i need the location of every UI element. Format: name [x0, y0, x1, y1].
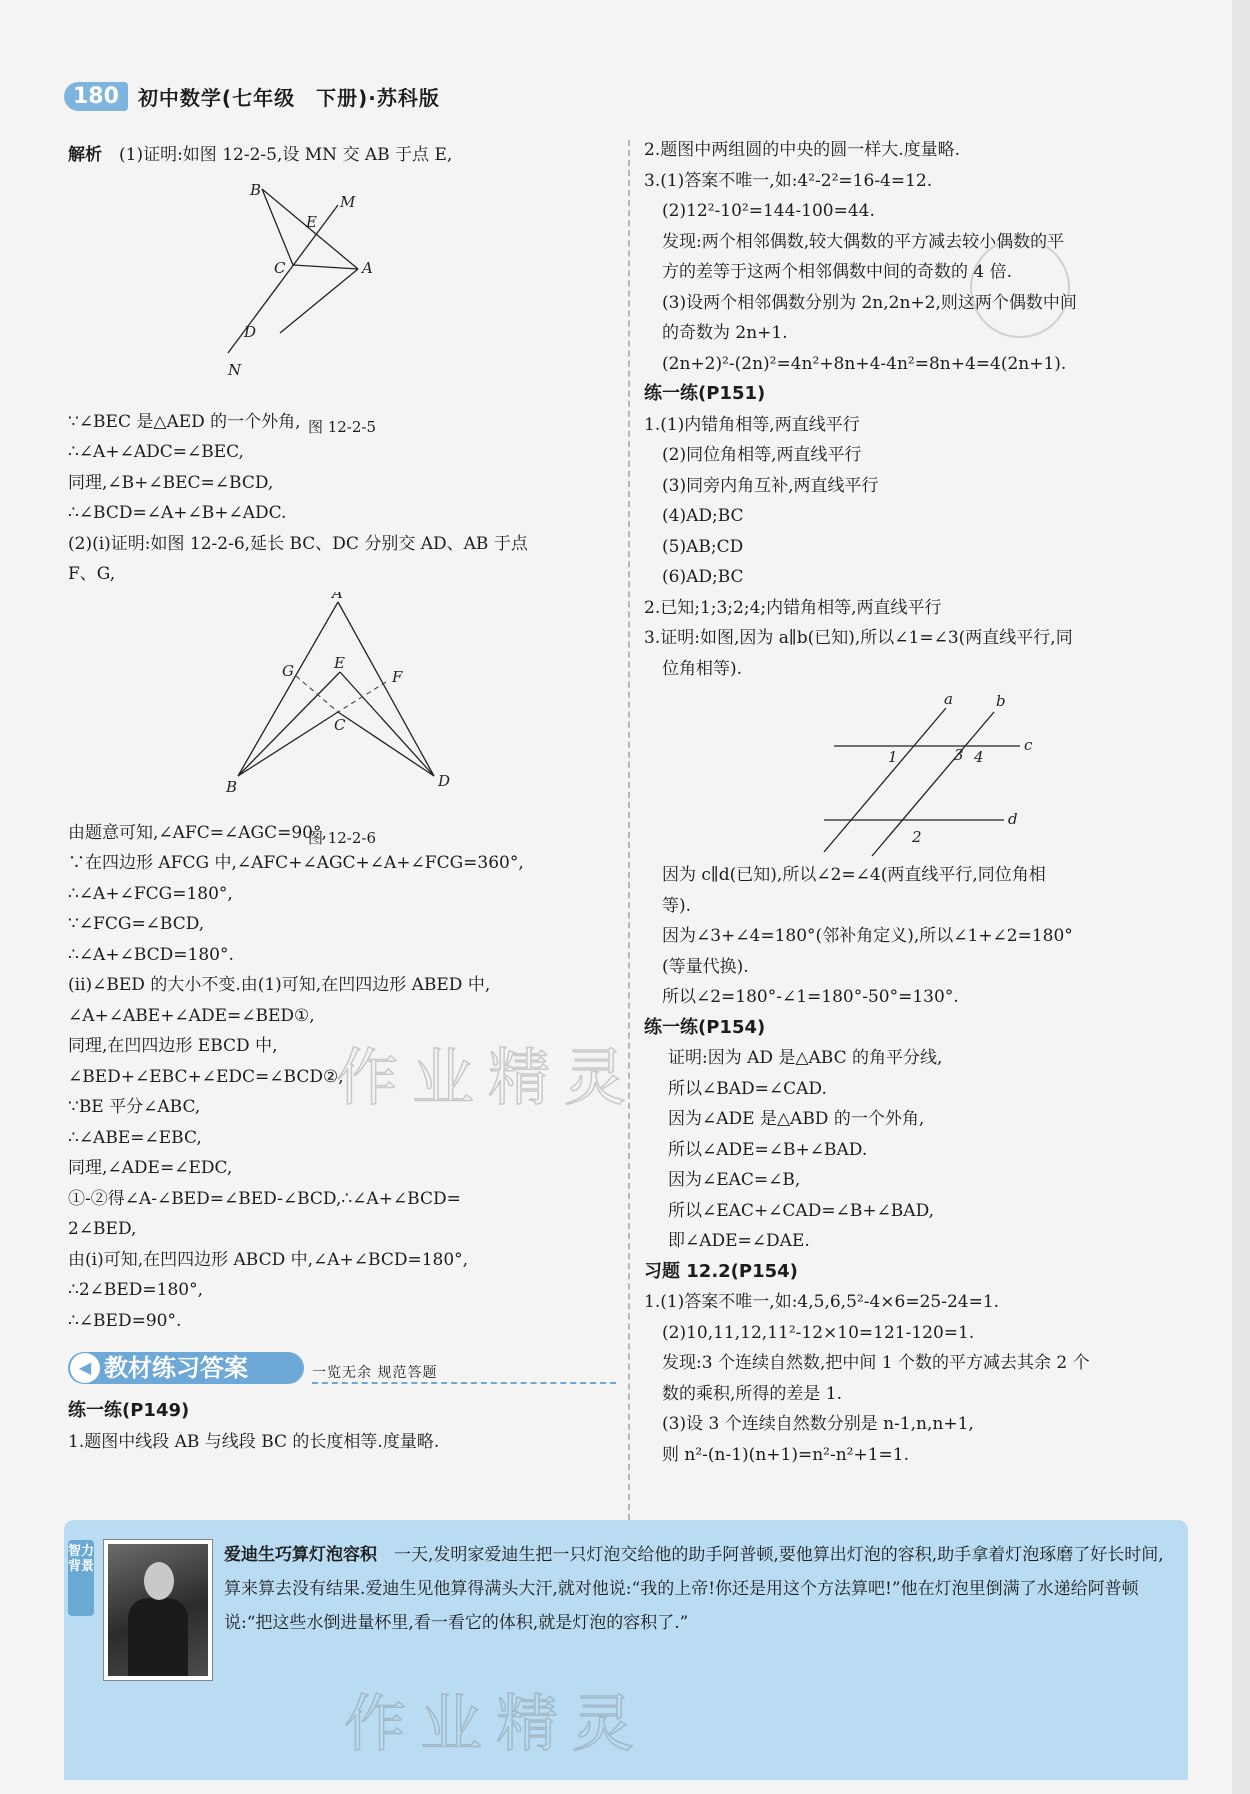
analysis-label: 解析 — [68, 145, 102, 165]
story-title: 爱迪生巧算灯泡容积 — [224, 1545, 377, 1565]
text-line: 证明:因为 AD 是△ABC 的角平分线, — [668, 1048, 943, 1068]
parallel-label-d: d — [1008, 810, 1018, 828]
fig1-label-a: A — [362, 258, 373, 277]
text-line: F、G, — [68, 564, 116, 584]
angle-label-4: 4 — [974, 748, 984, 766]
fig2-label-d: D — [438, 771, 451, 790]
text-line: ∵∠FCG=∠BCD, — [68, 914, 205, 934]
practice-p151-heading: 练一练(P151) — [644, 383, 766, 404]
photo-body — [128, 1598, 188, 1676]
text-line: (6)AD;BC — [662, 567, 744, 587]
story-text — [224, 1538, 1174, 1640]
story-body: 一天,发明家爱迪生把一只灯泡交给他的助手阿普顿,要他算出灯泡的容积,助手拿着灯泡琢磨了好长时间,算来算去没有结果.爱迪生见他算得满头大汗,就对他说:“我的上帝!你还是用这个方法算吧!”他在灯泡里倒满了水递给阿普顿说:“把这些水倒进量杯里,看一看它的体积,就是灯泡的容积了.” — [224, 1545, 1164, 1633]
fig2-label-g: G — [282, 661, 294, 680]
fig2-label-c: C — [334, 715, 346, 734]
text-line: 同理,在凹四边形 EBCD 中, — [68, 1036, 278, 1056]
figure-12-2-6-diagram — [68, 592, 616, 816]
column-divider — [628, 140, 630, 1520]
banner-title: 教材练习答案 — [104, 1353, 248, 1382]
text-line: 由(i)可知,在凹四边形 ABCD 中,∠A+∠BCD=180°, — [68, 1249, 469, 1270]
banner-pill — [68, 1352, 304, 1384]
fig2-label-b: B — [226, 777, 238, 796]
text-line: ①-②得∠A-∠BED=∠BED-∠BCD,∴∠A+∠BCD= — [68, 1188, 461, 1209]
text-line: ∠BED+∠EBC+∠EDC=∠BCD②, — [68, 1066, 344, 1087]
text-line: 因为∠EAC=∠B, — [668, 1170, 801, 1190]
text-line: 等). — [662, 895, 692, 916]
parallel-label-a: a — [944, 690, 953, 708]
right-column — [644, 135, 1184, 1470]
text-line: 所以∠EAC+∠CAD=∠B+∠BAD, — [668, 1200, 935, 1221]
text-line: 因为 c∥d(已知),所以∠2=∠4(两直线平行,同位角相 — [662, 865, 1046, 885]
text-line: ∴∠A+∠FCG=180°, — [68, 883, 233, 904]
section-banner — [68, 1348, 616, 1390]
text-line: (3)设两个相邻偶数分别为 2n,2n+2,则这两个偶数中间 — [662, 292, 1077, 313]
text-line: 2.题图中两组圆的中央的圆一样大.度量略. — [644, 140, 961, 160]
side-tab: 智力背景 — [68, 1540, 94, 1616]
parallel-lines-figure — [644, 686, 1184, 858]
text-line: ∴∠BED=90°. — [68, 1310, 182, 1331]
figure-12-2-5-caption: 图 12-2-5 — [307, 418, 377, 436]
page-number: 180 — [64, 82, 128, 111]
text-line: 的奇数为 2n+1. — [662, 323, 788, 343]
text-line: ∴∠BCD=∠A+∠B+∠ADC. — [68, 503, 287, 523]
text-line: (3)同旁内角互补,两直线平行 — [662, 475, 879, 496]
text-line: 所以∠ADE=∠B+∠BAD. — [668, 1139, 868, 1160]
angle-label-1: 1 — [888, 748, 898, 766]
figure-12-2-5-diagram — [68, 173, 616, 405]
text-line: 所以∠2=180°-∠1=180°-50°=130°. — [662, 987, 959, 1007]
text-line: 位角相等). — [662, 658, 743, 679]
text-line: 即∠ADE=∠DAE. — [668, 1231, 810, 1251]
text-line: ∵在四边形 AFCG 中,∠AFC+∠AGC+∠A+∠FCG=360°, — [68, 853, 524, 873]
practice-p149-heading: 练一练(P149) — [68, 1400, 190, 1421]
solution-intro: 解析 (1)证明:如图 12-2-5,设 MN 交 AB 于点 E, — [68, 145, 453, 165]
text-line: ∵BE 平分∠ABC, — [68, 1097, 201, 1117]
text-line: 1.题图中线段 AB 与线段 BC 的长度相等.度量略. — [68, 1431, 440, 1452]
left-column — [68, 140, 616, 1457]
banner-rule — [312, 1382, 616, 1384]
text-line: (5)AB;CD — [662, 536, 744, 557]
text-line: (3)设 3 个连续自然数分别是 n-1,n,n+1, — [662, 1414, 974, 1434]
watermark: 作业精灵 — [344, 1687, 649, 1760]
photo-face — [144, 1562, 174, 1600]
text-line: ∴2∠BED=180°, — [68, 1280, 204, 1300]
text-line: 1.(1)答案不唯一,如:4,5,6,5²-4×6=25-24=1. — [644, 1292, 1000, 1312]
text-line: (2)12²-10²=144-100=44. — [662, 201, 875, 221]
watermark: 作业精灵 — [336, 1041, 641, 1114]
parallel-label-c: c — [1024, 736, 1033, 754]
text-line: 发现:两个相邻偶数,较大偶数的平方减去较小偶数的平 — [662, 231, 1065, 252]
figure-12-2-6-caption: 图 12-2-6 — [307, 829, 377, 847]
text-line: (2n+2)²-(2n)²=4n²+8n+4-4n²=8n+4=4(2n+1). — [662, 353, 1067, 374]
text-line: 同理,∠B+∠BEC=∠BCD, — [68, 472, 274, 493]
exercise-12-2-heading: 习题 12.2(P154) — [644, 1260, 798, 1282]
text-line: 所以∠BAD=∠CAD. — [668, 1078, 827, 1099]
text-line: ∴∠A+∠ADC=∠BEC, — [68, 442, 244, 462]
text-line: 则 n²-(n-1)(n+1)=n²-n²+1=1. — [662, 1444, 909, 1465]
fig1-label-b: B — [250, 180, 262, 199]
text-line: 3.(1)答案不唯一,如:4²-2²=16-4=12. — [644, 170, 933, 191]
text-line: 1.(1)内错角相等,两直线平行 — [644, 414, 860, 435]
text-line: 同理,∠ADE=∠EDC, — [68, 1158, 233, 1178]
text-line: 方的差等于这两个相邻偶数中间的奇数的 4 倍. — [662, 262, 1013, 282]
text-line: ∴∠ABE=∠EBC, — [68, 1127, 202, 1148]
parallel-label-b: b — [996, 692, 1006, 710]
text-line: (2)(i)证明:如图 12-2-6,延长 BC、DC 分别交 AD、AB 于点 — [68, 533, 528, 554]
parallel-lines-diagram — [644, 686, 1184, 858]
edison-photo — [104, 1540, 212, 1680]
background-story-box — [64, 1520, 1188, 1780]
text-line: (ii)∠BED 的大小不变.由(1)可知,在凹四边形 ABED 中, — [68, 975, 491, 995]
text-line: 3.证明:如图,因为 a∥b(已知),所以∠1=∠3(两直线平行,同 — [644, 628, 1073, 648]
text-line: 由题意可知,∠AFC=∠AGC=90°, — [68, 822, 327, 843]
text-line: (2)同位角相等,两直线平行 — [662, 445, 862, 465]
text-line: 数的乘积,所得的差是 1. — [662, 1383, 843, 1404]
fig2-label-e: E — [334, 653, 345, 672]
text-line: 2.已知;1;3;2;4;内错角相等,两直线平行 — [644, 597, 942, 618]
angle-label-3: 3 — [954, 746, 964, 764]
fig1-label-c: C — [274, 258, 286, 277]
text-line: 发现:3 个连续自然数,把中间 1 个数的平方减去其余 2 个 — [662, 1353, 1090, 1373]
fig2-label-a: A — [332, 591, 343, 602]
text-line: ∵∠BEC 是△AED 的一个外角, — [68, 411, 301, 432]
text-line: (等量代换). — [662, 956, 749, 977]
book-title: 初中数学(七年级 下册)·苏科版 — [137, 85, 440, 110]
practice-p154-heading: 练一练(P154) — [644, 1016, 766, 1038]
fig1-label-m: M — [340, 192, 356, 211]
text-line: ∴∠A+∠BCD=180°. — [68, 944, 234, 965]
angle-label-2: 2 — [912, 828, 922, 846]
text-line: ∠A+∠ABE+∠ADE=∠BED①, — [68, 1005, 315, 1026]
text-line: 因为∠ADE 是△ABD 的一个外角, — [668, 1109, 925, 1129]
banner-subtitle: 一览无余 规范答题 — [312, 1365, 438, 1381]
megaphone-icon: ◀ — [70, 1353, 100, 1383]
fig1-label-d: D — [244, 322, 257, 341]
page-header — [64, 78, 440, 114]
text-line: 因为∠3+∠4=180°(邻补角定义),所以∠1+∠2=180° — [662, 926, 1073, 946]
text-line: 2∠BED, — [68, 1219, 137, 1239]
text-line: (2)10,11,12,11²-12×10=121-120=1. — [662, 1322, 975, 1343]
fig2-label-f: F — [392, 667, 403, 686]
text-line: (4)AD;BC — [662, 506, 744, 526]
fig1-label-n: N — [228, 360, 242, 379]
fig1-label-e: E — [306, 212, 317, 231]
page-edge — [1232, 0, 1250, 1794]
stamp-mark — [970, 238, 1070, 338]
